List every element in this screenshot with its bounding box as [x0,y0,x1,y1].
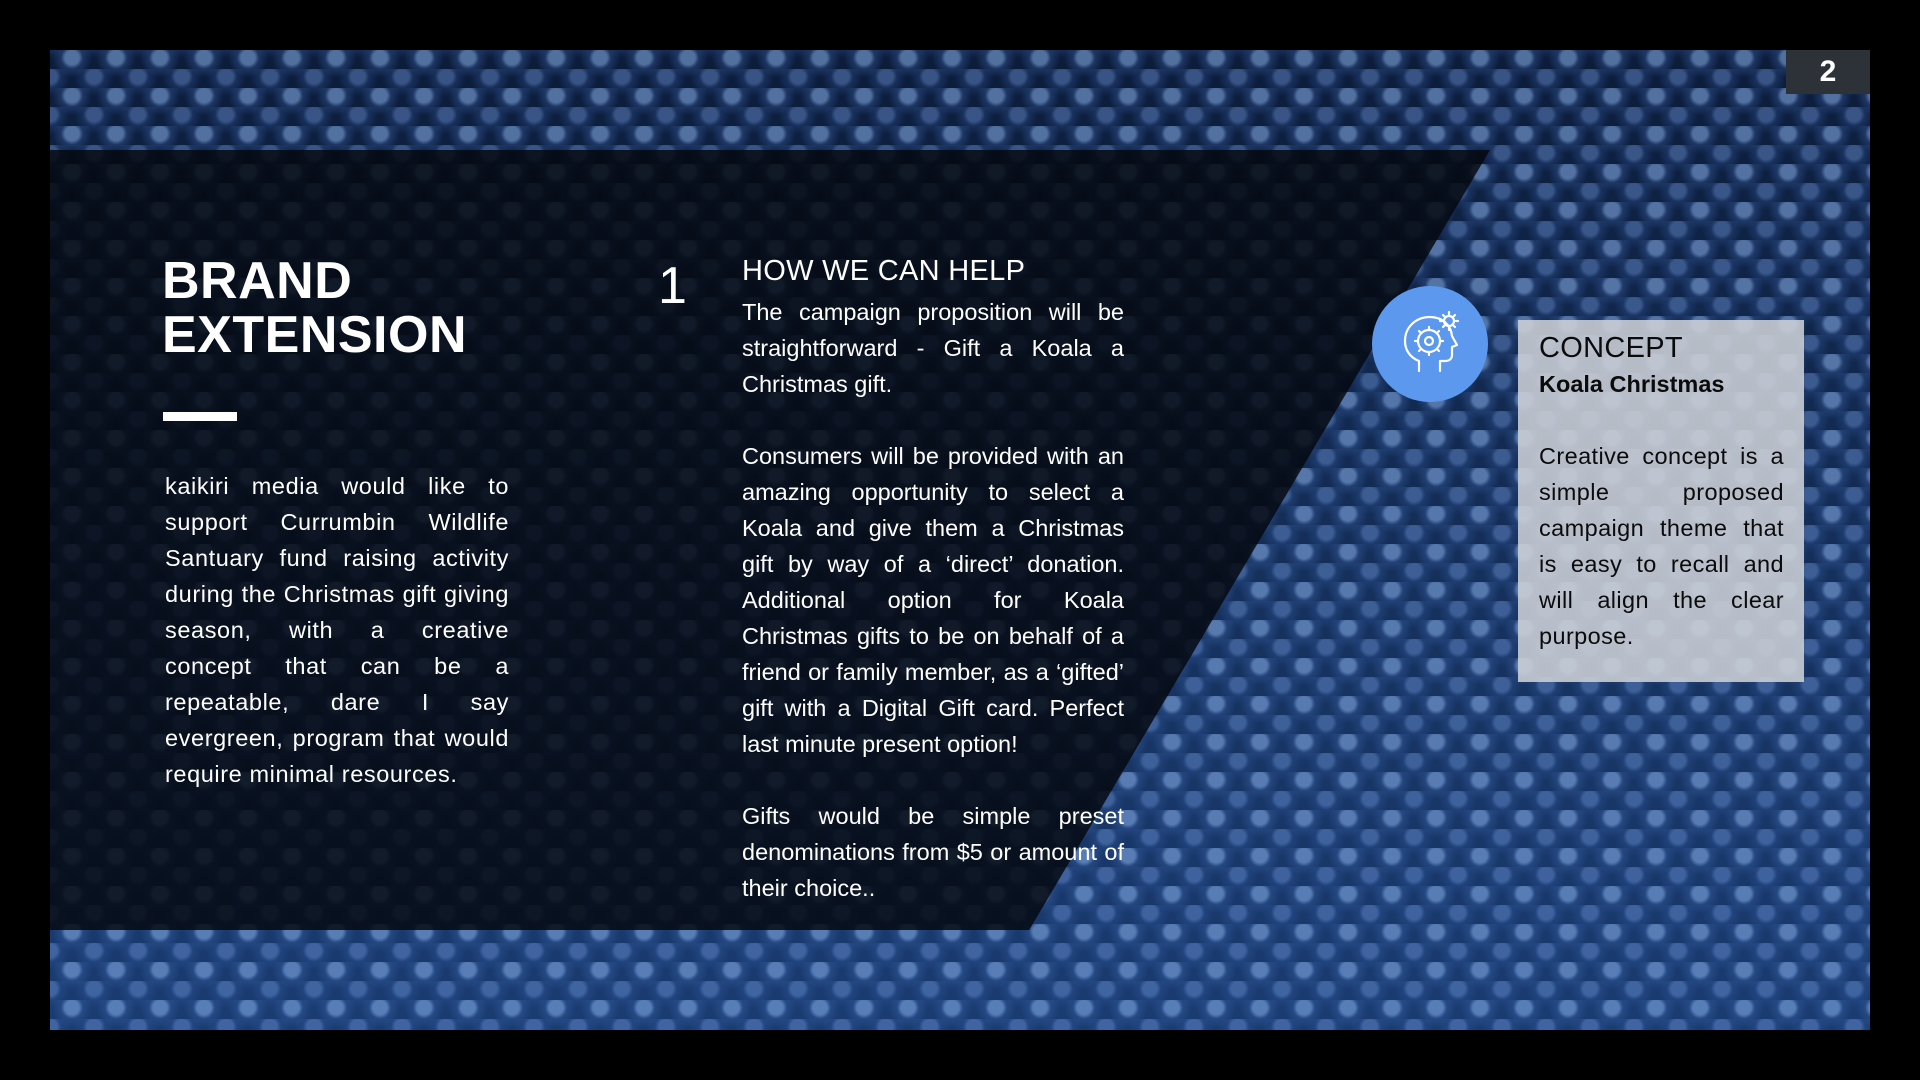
step-number: 1 [658,257,687,315]
head-gears-icon [1372,286,1488,402]
help-body [742,294,1124,906]
help-paragraph: Gifts would be simple preset denominations from $5 or amount of their choice.. [742,803,1124,901]
concept-title: CONCEPT [1539,332,1683,364]
concept-body: Creative concept is a simple proposed campaign theme that is easy to recall and will align the clear purpose. [1539,443,1784,649]
title-underline [163,412,237,421]
concept-subtitle: Koala Christmas [1539,371,1725,397]
help-paragraph: Consumers will be provided with an amazing opportunity to select a Koala and give them a Christmas gift by way of a ‘direct’ donation. Additional option for Koala Christmas gifts to be on behalf of a friend or family member, as a ‘gifted’ gift with a Digital Gift card. Perfect last minute present option! [742,443,1124,757]
title-line-2: EXTENSION [162,306,467,364]
help-heading: HOW WE CAN HELP [742,255,1026,287]
slide-title [162,254,582,362]
slide [50,50,1870,1030]
help-paragraph: The campaign proposition will be straightforward - Gift a Koala a Christmas gift. [742,299,1124,397]
concept-card [1518,320,1804,682]
title-line-1: BRAND [162,252,353,310]
page-number-badge: 2 [1786,50,1870,94]
intro-text: kaikiri media would like to support Currumbin Wildlife Santuary fund raising activity during the Christmas gift giving season, with a creative concept that can be a repeatable, dare I say evergreen, program that would require minimal resources. [165,473,509,787]
